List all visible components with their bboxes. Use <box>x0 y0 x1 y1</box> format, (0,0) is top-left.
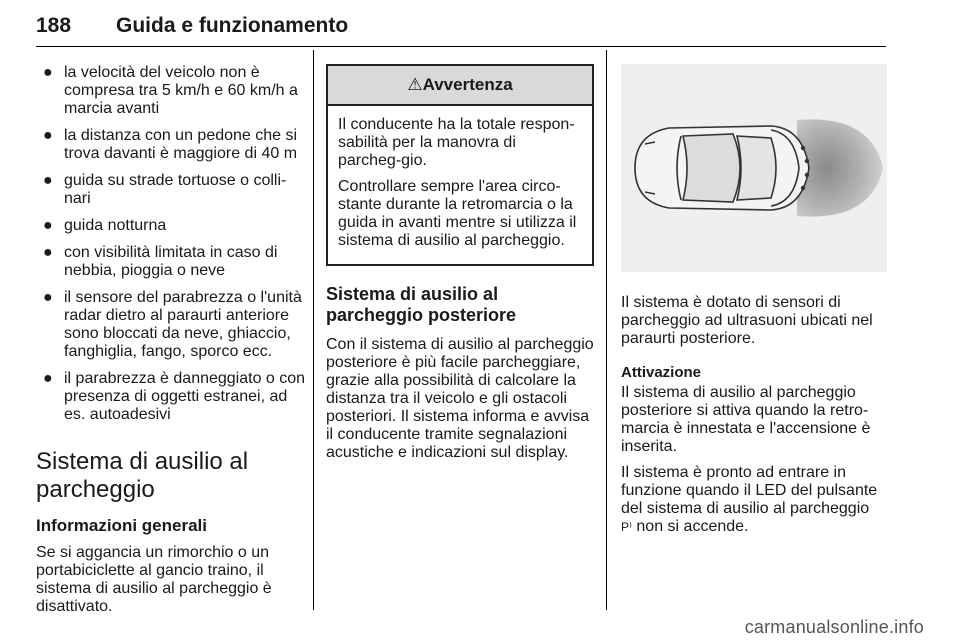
warning-title: Avvertenza <box>422 75 513 94</box>
subheading-rear-parking-assist: Sistema di ausilio al parcheggio posteriore <box>326 284 517 325</box>
subheading-general-info: Informazioni generali <box>36 516 207 535</box>
list-item: ● il sensore del parabrezza o l'unità radar dietro al paraurti anteriore sono bloccati da neve, ghiaccio, fanghiglia, fango, sporco ecc. <box>43 289 302 360</box>
header-rule <box>36 46 886 47</box>
column-divider-left <box>313 50 314 610</box>
section-title: Sistema di ausilio al parcheggio <box>36 448 249 503</box>
list-item: ● guida notturna <box>43 217 167 234</box>
led-paragraph: Il sistema è pronto ad entrare in funzione quando il LED del pulsante del sistema di ausilio al parcheggio P⁾ non si accende. <box>621 464 878 535</box>
list-item: ● il parabrezza è danneggiato o con presenza di oggetti estranei, ad es. autoadesivi <box>43 370 306 423</box>
list-item: ● la velocità del veicolo non è compresa tra 5 km/h e 60 km/h a marcia avanti <box>43 64 298 117</box>
warning-paragraph: Controllare sempre l'area circo-stante durante la retromarcia o la guida in avanti mentre si utilizza il sistema di ausilio al parcheggio. <box>338 178 577 249</box>
condition-list <box>36 64 306 424</box>
page-header <box>36 14 886 44</box>
bullet-icon: ● <box>43 370 53 387</box>
sensors-paragraph: Il sistema è dotato di sensori di parcheggio ad ultrasuoni ubicati nel paraurti posteriore. <box>621 294 873 347</box>
activation-paragraph: Il sistema di ausilio al parcheggio posteriore si attiva quando la retro-marcia è innestata e l'accensione è inserita. <box>621 384 871 455</box>
bullet-icon: ● <box>43 172 53 189</box>
general-info-paragraph: Se si aggancia un rimorchio o un portabiciclette al gancio traino, il sistema di ausilio al parcheggio è disattivato. <box>36 544 272 615</box>
parking-assist-icon: P⁾ <box>621 520 632 534</box>
list-item: ● con visibilità limitata in caso di nebbia, pioggia o neve <box>43 244 278 279</box>
car-top-view-icon <box>621 64 887 272</box>
subheading-activation: Attivazione <box>621 364 702 381</box>
list-item: ● guida su strade tortuose o colli-nari <box>43 172 287 207</box>
watermark: carmanualsonline.info <box>744 617 924 637</box>
bullet-icon: ● <box>43 64 53 81</box>
warning-header <box>328 66 592 106</box>
page-number: 188 <box>36 14 72 37</box>
car-sensor-illustration <box>621 64 887 272</box>
bullet-icon: ● <box>43 289 53 306</box>
bullet-icon: ● <box>43 217 53 234</box>
column-2 <box>326 64 594 470</box>
column-divider-right <box>606 50 607 610</box>
bullet-icon: ● <box>43 244 53 261</box>
warning-icon: ⚠ <box>407 75 423 94</box>
running-title: Guida e funzionamento <box>116 14 349 37</box>
column-3 <box>621 64 887 544</box>
column-1 <box>36 64 306 624</box>
warning-paragraph: Il conducente ha la totale respon-sabilità per la manovra di parcheg-gio. <box>338 116 575 169</box>
list-item: ● la distanza con un pedone che si trova davanti è maggiore di 40 m <box>43 127 298 162</box>
rear-parking-paragraph: Con il sistema di ausilio al parcheggio posteriore è più facile parcheggiare, grazie alla possibilità di calcolare la distanza tra il veicolo e gli ostacoli posteriori. Il sistema informa e avvisa il conducente tramite segnalazioni acustiche e indicazioni sul display. <box>326 336 594 461</box>
warning-body <box>328 106 592 264</box>
bullet-icon: ● <box>43 127 53 144</box>
warning-box <box>326 64 594 266</box>
